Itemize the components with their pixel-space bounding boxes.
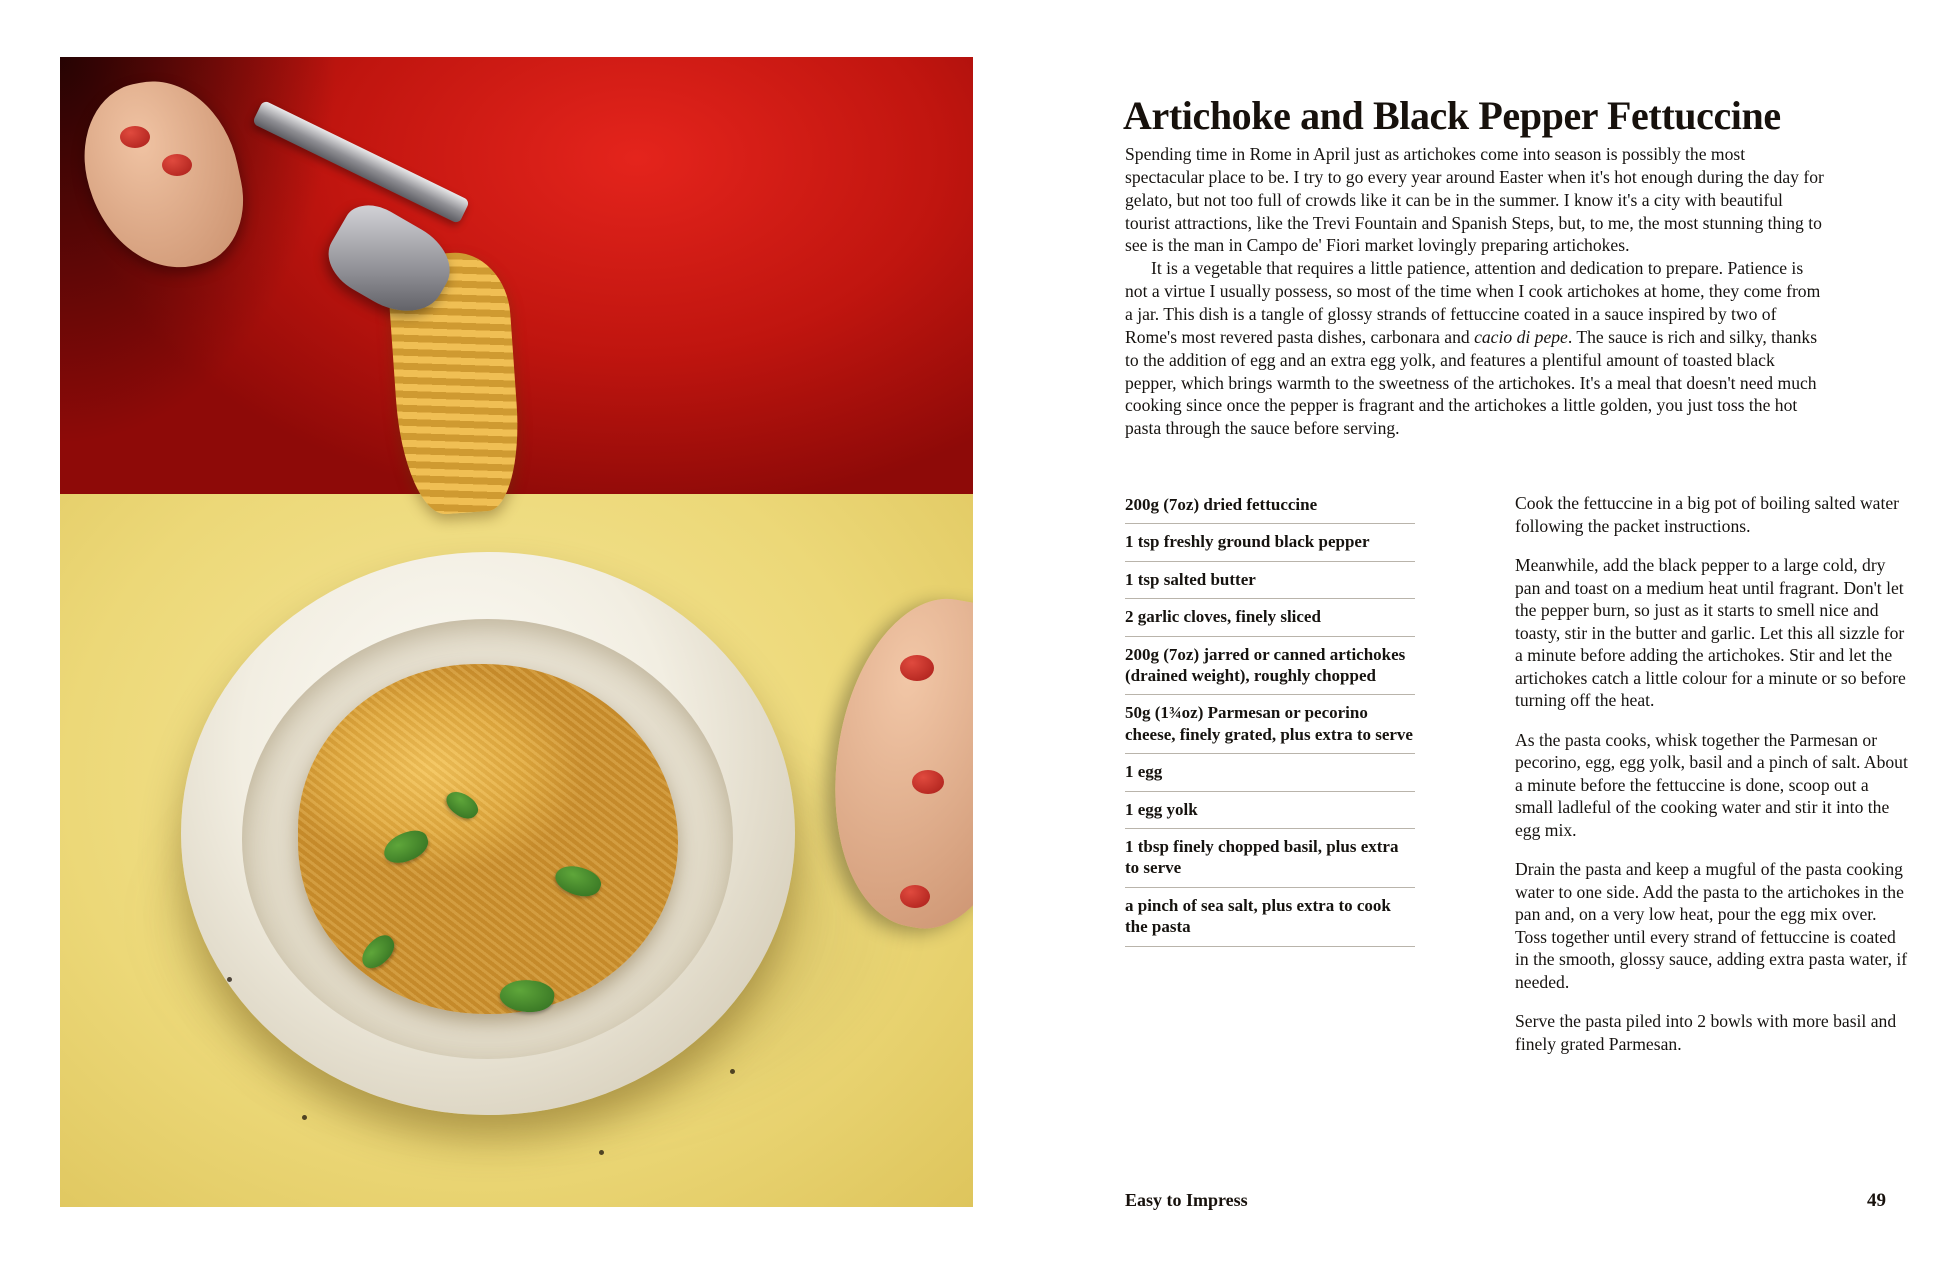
ingredient-item: 1 tsp freshly ground black pepper: [1125, 524, 1415, 561]
method-step: Drain the pasta and keep a mugful of the pasta cooking water to one side. Add the pasta to the artichokes in the pan and, on a very low heat, pour the egg mix over. Toss together until every strand of fettuccine is coated in the smooth, glossy sauce, adding extra pasta water, if needed.: [1515, 859, 1908, 992]
intro-paragraph-2-post: . The sauce is rich and silky, thanks to the addition of egg and an extra egg yolk, and features a plentiful amount of toasted black pepper, which brings warmth to the sweetness of the artichokes. It's a meal that doesn't need much cooking since once the pepper is fragrant and the artichokes a little golden, you just toss the hot pasta through the sauce before serving.: [1125, 326, 1818, 439]
page-number: 49: [1867, 1190, 1886, 1211]
pasta-bowl: [181, 552, 795, 1116]
text-page: [973, 0, 1946, 1267]
pepper-speck: [730, 1069, 735, 1074]
painted-fingernail: [900, 885, 930, 908]
recipe-photograph: [60, 57, 990, 1207]
ingredient-item: a pinch of sea salt, plus extra to cook the pasta: [1125, 888, 1415, 947]
ingredients-list: [1125, 492, 1415, 947]
intro-italic-term: cacio di pepe: [1474, 326, 1568, 347]
intro-paragraph-2-pre: It is a vegetable that requires a little patience, attention and dedication to prepare. Patience is not a virtue I usually possess, so most of the time when I cook artichokes at home, they come from a jar. This dish is a tangle of glossy strands of fettuccine coated in a sauce inspired by two of Rome's most revered pasta dishes, carbonara and: [1125, 258, 1821, 347]
method-step: Meanwhile, add the black pepper to a large cold, dry pan and toast on a medium heat until fragrant. Don't let the pepper burn, so just as it starts to smell nice and toasty, stir in the butter and garlic. Let this all sizzle for a minute before adding the artichokes. Stir and let the artichokes catch a little colour for a minute or so before turning off the heat.: [1515, 555, 1906, 711]
ingredient-item: 50g (1¾oz) Parmesan or pecorino cheese, finely grated, plus extra to serve: [1125, 695, 1415, 754]
painted-fingernail: [912, 770, 944, 794]
ingredient-item: 2 garlic cloves, finely sliced: [1125, 599, 1415, 636]
recipe-body-columns: [1125, 492, 1908, 1054]
ingredient-item: 200g (7oz) jarred or canned artichokes (drained weight), roughly chopped: [1125, 637, 1415, 696]
intro-paragraph-1: Spending time in Rome in April just as artichokes come into season is possibly the most spectacular place to be. I try to go every year around Easter when it's hot enough during the day for gelato, but not too full of crowds like it can be in the summer. I know it's a city with beautiful tourist attractions, like the Trevi Fountain and Spanish Steps, but, to me, the most stunning thing to see is the man in Campo de' Fiori market lovingly preparing artichokes.: [1125, 144, 1824, 256]
recipe-introduction: [1125, 143, 1825, 440]
intro-paragraph-2: [1125, 257, 1825, 440]
method-step: As the pasta cooks, whisk together the Parmesan or pecorino, egg, egg yolk, basil and a pinch of salt. About a minute before the fettuccine is done, scoop out a small ladleful of the cooking water and stir it into the egg mix.: [1515, 729, 1908, 840]
method-step: Cook the fettuccine in a big pot of boiling salted water following the packet instructions.: [1515, 493, 1900, 536]
fettuccine-pile: [298, 664, 679, 1013]
ingredient-item: 1 tbsp finely chopped basil, plus extra to serve: [1125, 829, 1415, 888]
recipe-title: Artichoke and Black Pepper Fettuccine: [1123, 92, 1781, 138]
pepper-speck: [302, 1115, 307, 1120]
page-footer: [1125, 1190, 1886, 1212]
pepper-speck: [599, 1150, 604, 1155]
chapter-name: Easy to Impress: [1125, 1190, 1248, 1210]
painted-fingernail: [162, 154, 192, 176]
ingredient-item: 200g (7oz) dried fettuccine: [1125, 492, 1415, 524]
method-steps: [1515, 492, 1908, 1072]
ingredient-item: 1 egg: [1125, 754, 1415, 791]
method-step: Serve the pasta piled into 2 bowls with more basil and finely grated Parmesan.: [1515, 1011, 1897, 1054]
ingredient-item: 1 egg yolk: [1125, 792, 1415, 829]
painted-fingernail: [900, 655, 934, 681]
ingredient-item: 1 tsp salted butter: [1125, 562, 1415, 599]
